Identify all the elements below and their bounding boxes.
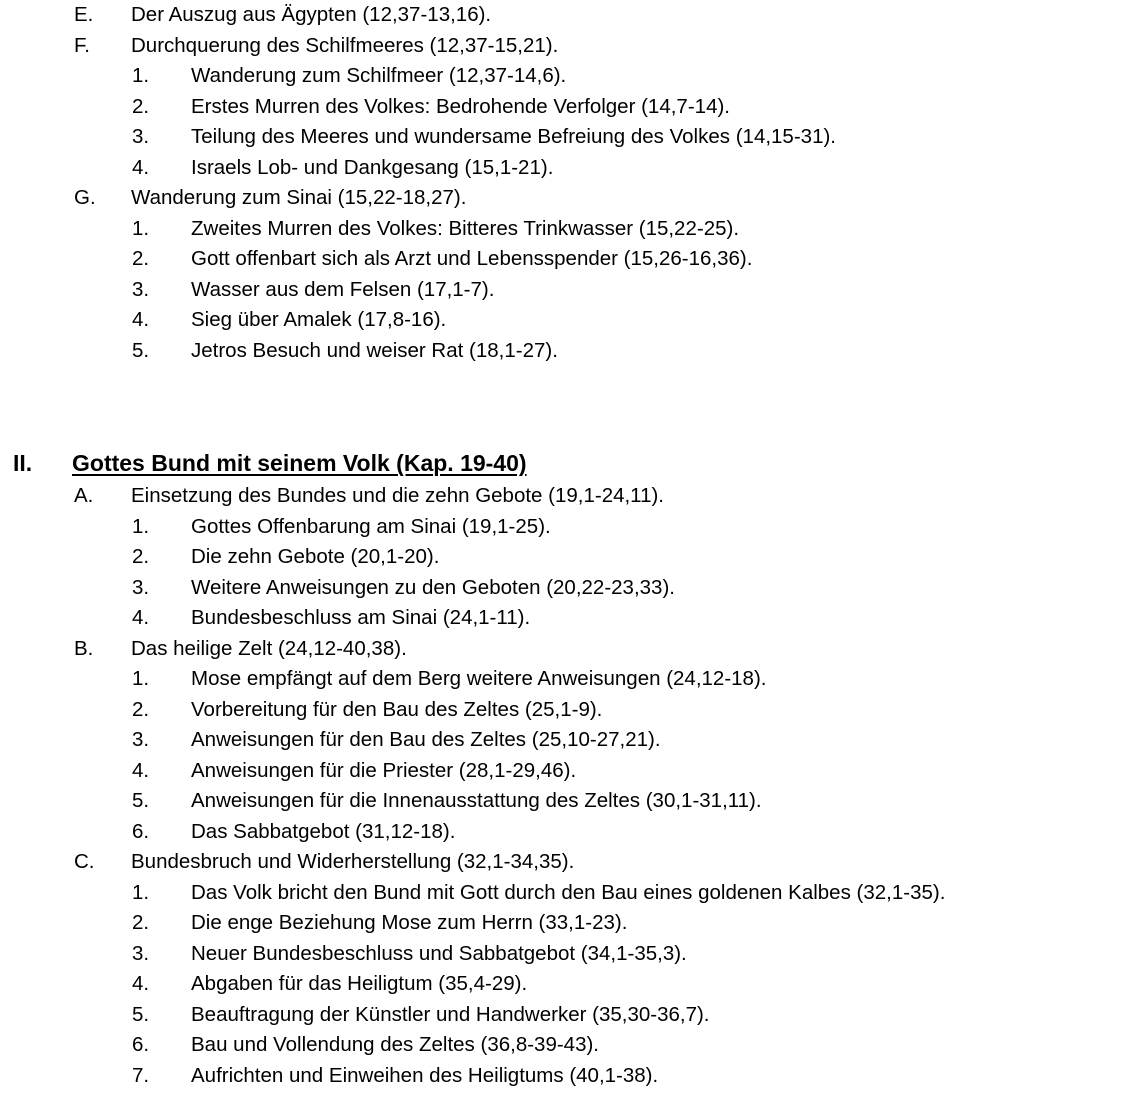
item-number: 1. [132,514,150,538]
item-text: Erstes Murren des Volkes: Bedrohende Verfolger (14,7-14). [191,94,730,118]
item-text: Abgaben für das Heiligtum (35,4-29). [191,972,528,995]
item-number: 3. [132,575,150,599]
item-number: 4. [132,308,150,331]
item-text: Anweisungen für die Innenausstattung des Zeltes (30,1-31,11). [191,789,762,812]
item-number: 5. [132,338,150,362]
item-text: Israels Lob- und Dankgesang (15,1-21). [191,155,554,179]
item-number: 1. [132,64,150,87]
item-number: 5. [132,789,150,812]
item-text: Weitere Anweisungen zu den Geboten (20,22-23,33). [191,575,675,599]
item-text: Beauftragung der Künstler und Handwerker (35,30-36,7). [191,1002,710,1026]
item-number: 7. [132,1063,150,1087]
item-text: Das Volk bricht den Bund mit Gott durch den Bau eines goldenen Kalbes (32,1-35). [191,880,946,904]
item-number: 3. [132,125,150,148]
item-text: Anweisungen für den Bau des Zeltes (25,10-27,21). [191,728,661,751]
item-number: 4. [132,155,150,179]
item-number: 2. [132,247,150,270]
item-number: 1. [132,216,150,240]
outline-text: Das heilige Zelt (24,12-40,38). [131,636,407,660]
item-text: Die enge Beziehung Mose zum Herrn (33,1-23). [191,911,628,934]
item-text: Wanderung zum Schilfmeer (12,37-14,6). [191,64,567,87]
item-text: Jetros Besuch und weiser Rat (18,1-27). [191,338,558,362]
section-numeral: II. [13,450,33,476]
section-title: Gottes Bund mit seinem Volk (Kap. 19-40) [72,450,527,476]
item-number: 1. [132,667,150,690]
item-number: 6. [132,1033,150,1056]
item-text: Gottes Offenbarung am Sinai (19,1-25). [191,514,551,538]
item-number: 3. [132,277,150,301]
outline-text: Bundesbruch und Widerherstellung (32,1-34,35). [131,850,575,873]
item-number: 2. [132,697,150,721]
item-number: 2. [132,94,150,118]
outline-label: C. [74,850,95,873]
item-number: 2. [132,911,150,934]
item-text: Sieg über Amalek (17,8-16). [191,308,447,331]
item-number: 1. [132,880,150,904]
outline-label: E. [74,3,94,26]
item-text: Mose empfängt auf dem Berg weitere Anweisungen (24,12-18). [191,667,767,690]
item-text: Bundesbeschluss am Sinai (24,1-11). [191,606,531,629]
item-text: Gott offenbart sich als Arzt und Lebensspender (15,26-16,36). [191,247,753,270]
item-text: Aufrichten und Einweihen des Heiligtums (40,1-38). [191,1063,659,1087]
item-number: 5. [132,1002,150,1026]
item-number: 3. [132,728,150,751]
item-text: Die zehn Gebote (20,1-20). [191,545,440,568]
item-text: Neuer Bundesbeschluss und Sabbatgebot (34,1-35,3). [191,941,687,965]
outline-text: Der Auszug aus Ägypten (12,37-13,16). [131,3,492,26]
item-text: Bau und Vollendung des Zeltes (36,8-39-43). [191,1033,599,1056]
outline-label: A. [74,484,94,507]
item-text: Zweites Murren des Volkes: Bitteres Trinkwasser (15,22-25). [191,216,740,240]
outline-text: Einsetzung des Bundes und die zehn Gebote (19,1-24,11). [131,484,664,507]
item-text: Anweisungen für die Priester (28,1-29,46). [191,758,577,782]
item-number: 6. [132,819,150,843]
outline-label: F. [74,33,90,57]
item-text: Teilung des Meeres und wundersame Befreiung des Volkes (14,15-31). [191,125,836,148]
item-text: Das Sabbatgebot (31,12-18). [191,819,456,843]
item-number: 4. [132,972,150,995]
outline-label: G. [74,186,96,209]
item-number: 4. [132,758,150,782]
outline-text: Wanderung zum Sinai (15,22-18,27). [131,186,467,209]
item-number: 2. [132,545,150,568]
item-text: Vorbereitung für den Bau des Zeltes (25,1-9). [191,697,603,721]
outline-text: Durchquerung des Schilfmeeres (12,37-15,21). [131,33,559,57]
item-number: 3. [132,941,150,965]
item-number: 4. [132,606,150,629]
outline-label: B. [74,636,94,660]
item-text: Wasser aus dem Felsen (17,1-7). [191,277,495,301]
